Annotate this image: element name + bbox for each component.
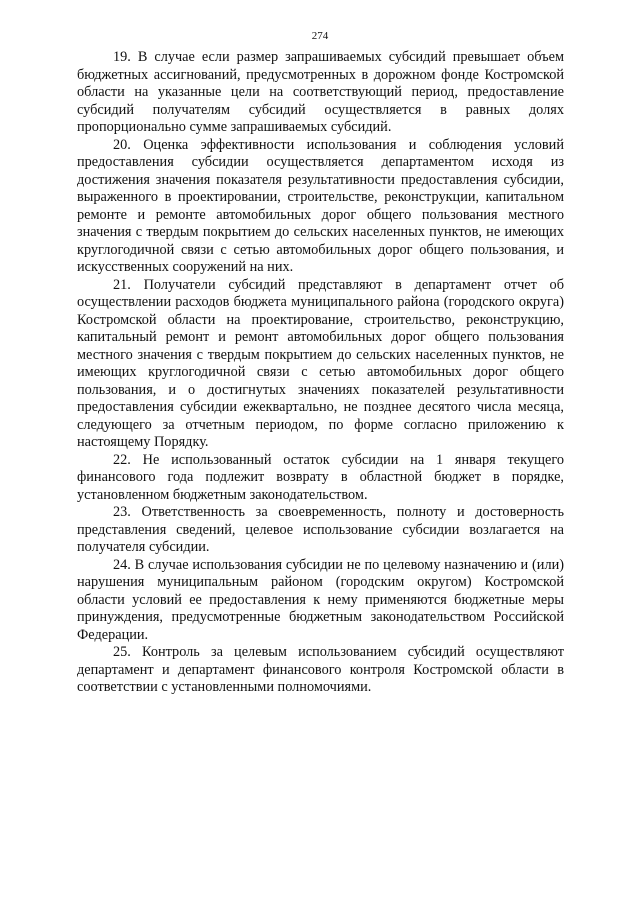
- paragraph-25: 25. Контроль за целевым использованием субсидий осуществляют департамент и департамент финансового контроля Костромской области в соответствии с установленными полномочиями.: [77, 644, 564, 695]
- page-number: 274: [311, 30, 329, 42]
- document-body: [77, 49, 564, 697]
- paragraph-21: 21. Получатели субсидий представляют в департамент отчет об осуществлении расходов бюджета муниципального района (городского округа) Костромской области на проектирование, строительство, реконструкцию, капитальный ремонт и ремонт автомобильных дорог общего пользования местного значения с твердым покрытием до сельских населенных пунктов, не имеющих круглогодичной связи с сетью автомобильных дорог общего пользования, и о достигнутых значениях показателей результативности предоставления субсидии ежеквартально, не позднее десятого числа месяца, следующего за отчетным периодом, по форме согласно приложению к настоящему Порядку.: [77, 276, 564, 450]
- paragraph-22: 22. Не использованный остаток субсидии на 1 января текущего финансового года подлежит возврату в областной бюджет в порядке, установленном бюджетным законодательством.: [77, 451, 564, 503]
- paragraph-20: 20. Оценка эффективности использования и соблюдения условий предоставления субсидии осуществляется департаментом исходя из достижения значения показателя результативности предоставления субсидии, выраженного в проектировании, строительстве, реконструкции, капитальном ремонте и ремонте автомобильных дорог общего пользования местного значения с твердым покрытием до сельских населенных пунктов, не имеющих круглогодичной связи с сетью автомобильных дорог общего пользования, и искусственных сооружений на них.: [77, 136, 564, 275]
- paragraph-23: 23. Ответственность за своевременность, полноту и достоверность представления сведений, целевое использование субсидии возлагается на получателя субсидии.: [77, 504, 564, 555]
- paragraph-19: 19. В случае если размер запрашиваемых субсидий превышает объем бюджетных ассигнований, предусмотренных в дорожном фонде Костромской области на указанные цели на соответствующий период, предоставление субсидий получателям субсидий осуществляется в равных долях пропорционально сумме запрашиваемых субсидий.: [77, 49, 564, 135]
- paragraph-24: 24. В случае использования субсидии не по целевому назначению и (или) нарушения муниципальным районом (городским округом) Костромской области условий ее предоставления к нему применяются бюджетные меры принуждения, предусмотренные бюджетным законодательством Российской Федерации.: [77, 556, 564, 643]
